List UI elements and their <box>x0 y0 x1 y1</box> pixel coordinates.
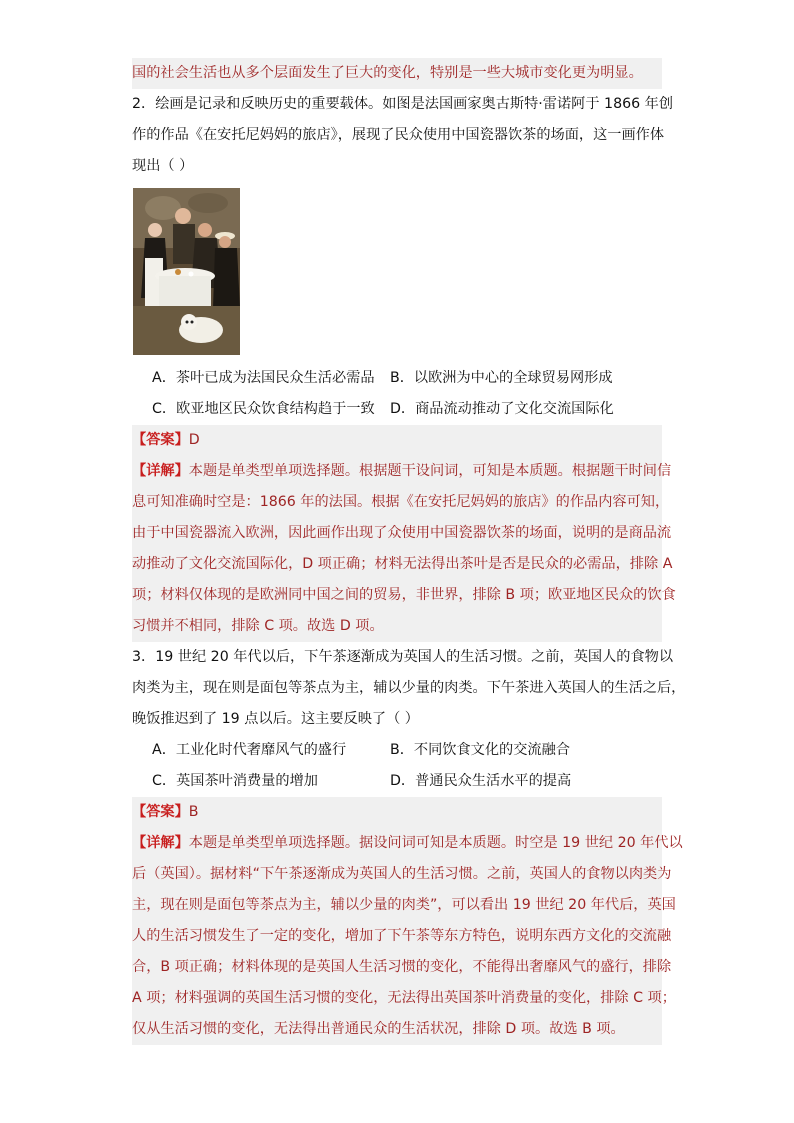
q3-answer-line <box>132 797 662 828</box>
q2-answer-line <box>132 425 662 456</box>
q2-stem-line-3: 现出（ ） <box>132 158 194 174</box>
q3-option-b[interactable]: B．不同饮食文化的交流融合 <box>390 742 570 758</box>
q3-detail-line-3: 主，现在则是面包等茶点为主，辅以少量的肉类”，可以看出 19 世纪 20 年代后，英国 <box>132 890 662 921</box>
q2-options-row-2 <box>132 394 662 425</box>
q2-option-a[interactable]: A．茶叶已成为法国民众生活必需品 <box>152 370 375 386</box>
intro-line: 国的社会生活也从多个层面发生了巨大的变化，特别是一些大城市变化更为明显。 <box>132 58 662 89</box>
q2-detail-line-6: 习惯并不相同，排除 C 项。故选 D 项。 <box>132 611 662 642</box>
question-2 <box>132 89 676 642</box>
q3-detail-label: 【详解】 <box>132 835 189 851</box>
q2-detail-line-2: 息可知准确时空是：1866 年的法国。根据《在安托尼妈妈的旅店》的作品内容可知， <box>132 487 662 518</box>
q3-detail-text-1: 本题是单类型单项选择题。据设问词可知是本质题。时空是 19 世纪 20 年代以 <box>188 835 683 851</box>
q2-option-c[interactable]: C．欧亚地区民众饮食结构趋于一致 <box>152 401 375 417</box>
q3-detail-line-5: 合，B 项正确；材料体现的是英国人生活习惯的变化，不能得出奢靡风气的盛行，排除 <box>132 952 662 983</box>
q3-option-a[interactable]: A．工业化时代奢靡风气的盛行 <box>152 742 347 758</box>
question-3 <box>132 642 686 1045</box>
q2-detail-text-1: 本题是单类型单项选择题。根据题干设问词，可知是本质题。根据题干时间信 <box>188 463 672 479</box>
q2-stem-line-1: 2．绘画是记录和反映历史的重要载体。如图是法国画家奥古斯特·雷诺阿于 1866 年创 <box>132 96 674 112</box>
q3-stem-line-2: 肉类为主，现在则是面包等茶点为主，辅以少量的肉类。下午茶进入英国人的生活之后， <box>132 680 686 696</box>
q3-options-row-2 <box>132 766 662 797</box>
q2-detail-line-4: 动推动了文化交流国际化，D 项正确；材料无法得出茶叶是否是民众的必需品，排除 A <box>132 549 662 580</box>
q3-detail-line-4: 人的生活习惯发生了一定的变化，增加了下午茶等东方特色，说明东西方文化的交流融 <box>132 921 662 952</box>
q2-detail-line-5: 项；材料仅体现的是欧洲同中国之间的贸易，非世界，排除 B 项；欧亚地区民众的饮食 <box>132 580 662 611</box>
q2-option-d[interactable]: D．商品流动推动了文化交流国际化 <box>390 401 614 417</box>
q2-answer-label: 【答案】 <box>132 432 189 448</box>
q3-options-row-1 <box>132 735 662 766</box>
q2-detail-line-1 <box>132 456 672 487</box>
q2-detail-label: 【详解】 <box>132 463 189 479</box>
q3-answer-label: 【答案】 <box>132 804 189 820</box>
q2-answer-value: D <box>188 432 200 448</box>
q3-answer-value: B <box>188 804 199 820</box>
q2-detail-line-3: 由于中国瓷器流入欧洲，因此画作出现了众使用中国瓷器饮茶的场面，说明的是商品流 <box>132 518 662 549</box>
q3-option-d[interactable]: D．普通民众生活水平的提高 <box>390 773 572 789</box>
q3-stem-line-3: 晚饭推迟到了 19 点以后。这主要反映了（ ） <box>132 711 419 727</box>
renoir-painting-image <box>133 188 240 355</box>
q3-detail-line-7: 仅从生活习惯的变化，无法得出普通民众的生活状况，排除 D 项。故选 B 项。 <box>132 1014 662 1045</box>
q3-detail-line-1 <box>132 828 683 859</box>
q3-detail-line-6: A 项；材料强调的英国生活习惯的变化，无法得出英国茶叶消费量的变化，排除 C 项； <box>132 983 662 1014</box>
q3-option-c[interactable]: C．英国茶叶消费量的增加 <box>152 773 318 789</box>
q2-options-row-1 <box>132 363 662 394</box>
q2-stem-line-2: 作的作品《在安托尼妈妈的旅店》，展现了民众使用中国瓷器饮茶的场面，这一画作体 <box>132 127 665 143</box>
q3-stem-line-1: 3．19 世纪 20 年代以后，下午茶逐渐成为英国人的生活习惯。之前，英国人的食物以 <box>132 649 674 665</box>
q2-option-b[interactable]: B．以欧洲为中心的全球贸易网形成 <box>390 370 613 386</box>
q3-detail-line-2: 后（英国）。据材料“下午茶逐渐成为英国人的生活习惯。之前，英国人的食物以肉类为 <box>132 859 662 890</box>
document-page <box>132 58 686 1045</box>
